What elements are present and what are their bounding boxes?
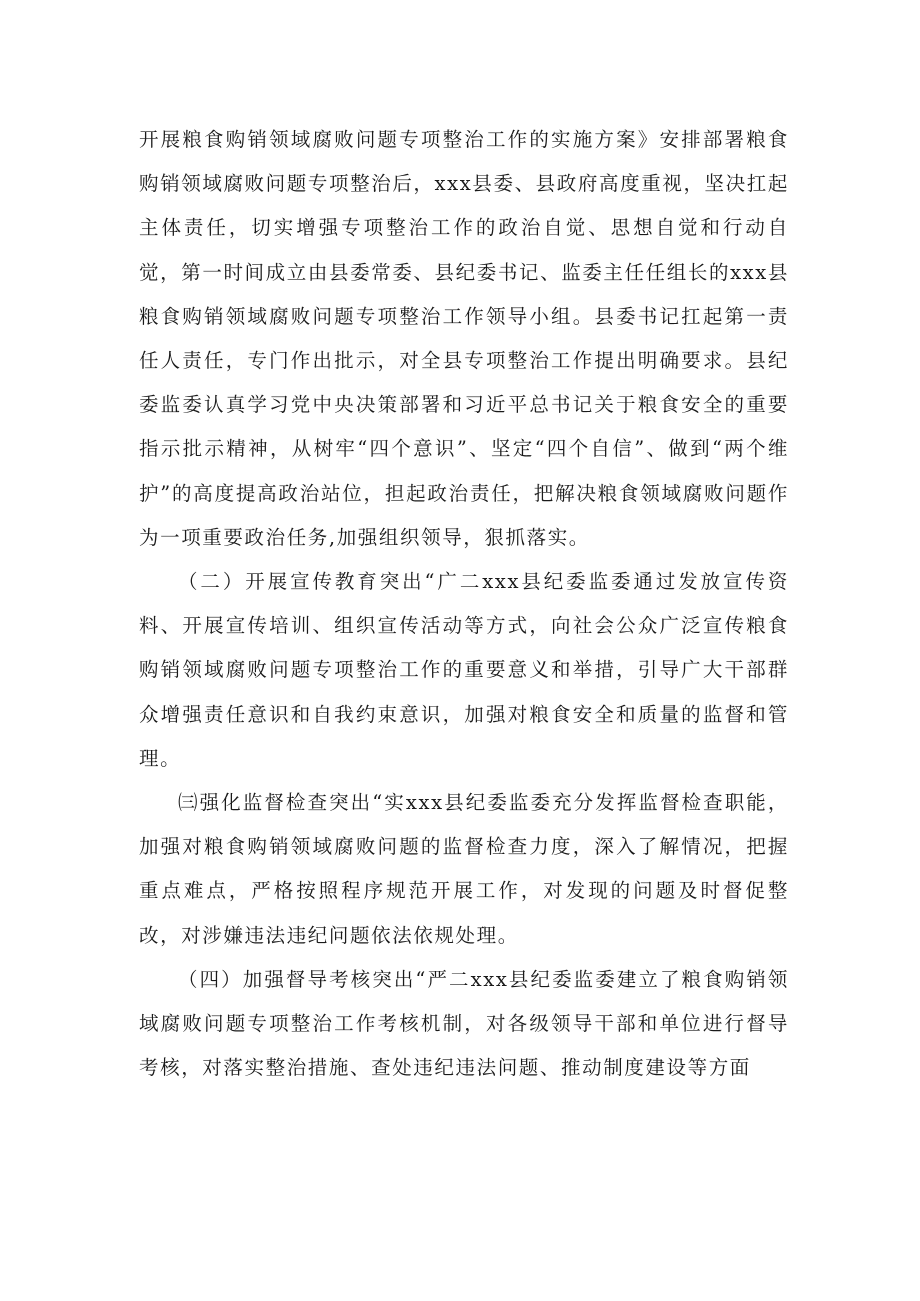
document-body bbox=[139, 118, 789, 1090]
paragraph-supervision-assessment: （四）加强督导考核突出“严二xxx县纪委监委建立了粮食购销领域腐败问题专项整治工作考核机制，对各级领导干部和单位进行督导考核，对落实整治措施、查处违纪违法问题、推动制度建设等方面 bbox=[139, 967, 789, 1080]
paragraph-propaganda-education: （二）开展宣传教育突出“广二xxx县纪委监委通过发放宣传资料、开展宣传培训、组织宣传活动等方式，向社会公众广泛宣传粮食购销领域腐败问题专项整治工作的重要意义和举措，引导广大干部群众增强责任意识和自我约束意识，加强对粮食安全和质量的监督和管理。 bbox=[139, 570, 789, 770]
paragraph-supervision-inspection: ㈢强化监督检查突出“实xxx县纪委监委充分发挥监督检查职能，加强对粮食购销领域腐败问题的监督检查力度，深入了解情况，把握重点难点，严格按照程序规范开展工作，对发现的问题及时督促整改，对涉嫌违法违纪问题依法依规处理。 bbox=[139, 791, 789, 947]
paragraph-continued-intro: 开展粮食购销领域腐败问题专项整治工作的实施方案》安排部署粮食购销领域腐败问题专项整治后，xxx县委、县政府高度重视，坚决扛起主体责任，切实增强专项整治工作的政治自觉、思想自觉和行动自觉，第一时间成立由县委常委、县纪委书记、监委主任任组长的xxx县粮食购销领域腐败问题专项整治工作领导小组。县委书记扛起第一责任人责任，专门作出批示，对全县专项整治工作提出明确要求。县纪委监委认真学习党中央决策部署和习近平总书记关于粮食安全的重要指示批示精神，从树牢“四个意识”、坚定“四个自信”、做到“两个维护”的高度提高政治站位，担起政治责任，把解决粮食领域腐败问题作为一项重要政治任务,加强组织领导，狠抓落实。 bbox=[139, 128, 789, 549]
